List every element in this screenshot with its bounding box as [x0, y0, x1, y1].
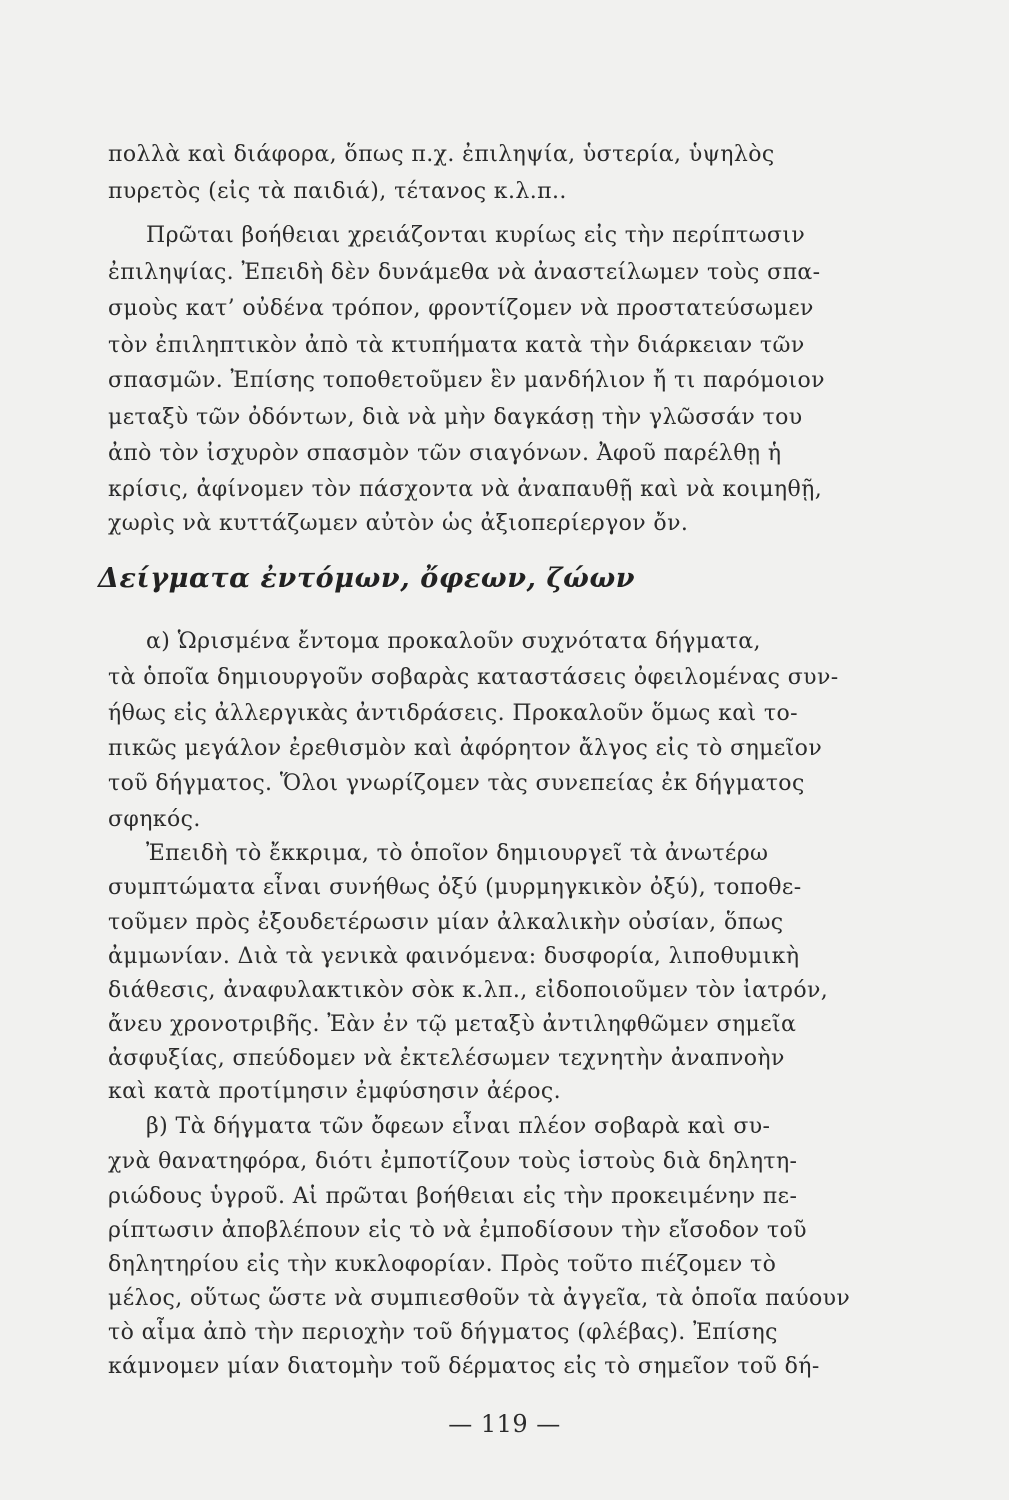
text-line: πικῶς μεγάλον ἐρεθισμὸν καὶ ἀφόρητον ἄλγος εἰς τὸ σημεῖον [108, 736, 823, 761]
text-line: ἀσφυξίας, σπεύδομεν νὰ ἐκτελέσωμεν τεχνητὴν ἀναπνοὴν [108, 1046, 785, 1071]
text-line: σμοὺς κατ’ οὐδένα τρόπον, φροντίζομεν νὰ προστατεύσωμεν [108, 296, 814, 321]
text-line: ἄνευ χρονοτριβῆς. Ἐὰν ἐν τῷ μεταξὺ ἀντιληφθῶμεν σημεῖα [108, 1012, 797, 1037]
text-line: τὰ ὁποῖα δημιουργοῦν σοβαρὰς καταστάσεις ὀφειλομένας συν- [108, 665, 839, 690]
text-line: τὸ αἷμα ἀπὸ τὴν περιοχὴν τοῦ δήγματος (φλέβας). Ἐπίσης [108, 1320, 778, 1345]
text-line: τὸν ἐπιληπτικὸν ἀπὸ τὰ κτυπήματα κατὰ τὴν διάρκειαν τῶν [108, 333, 805, 358]
text-line: ἀμμωνίαν. Διὰ τὰ γενικὰ φαινόμενα: δυσφορία, λιποθυμικὴ [108, 944, 800, 969]
text-line: ρίπτωσιν ἀποβλέπουν εἰς τὸ νὰ ἐμποδίσουν τὴν εἴσοδον τοῦ [108, 1218, 807, 1243]
text-line: πολλὰ καὶ διάφορα, ὅπως π.χ. ἐπιληψία, ὑστερία, ὑψηλὸς [108, 142, 775, 167]
text-line: ριώδους ὑγροῦ. Αἱ πρῶται βοήθειαι εἰς τὴν προκειμένην πε- [108, 1184, 798, 1209]
text-line: κρίσις, ἀφίνομεν τὸν πάσχοντα νὰ ἀναπαυθῇ καὶ νὰ κοιμηθῇ, [108, 477, 823, 502]
section-heading: Δείγματα ἐντόμων, ὄφεων, ζώων [98, 563, 636, 594]
text-line: α) Ὡρισμένα ἔντομα προκαλοῦν συχνότατα δήγματα, [146, 629, 761, 654]
text-line: χνὰ θανατηφόρα, διότι ἐμποτίζουν τοὺς ἱστοὺς διὰ δηλητη- [108, 1149, 798, 1174]
text-line: σφηκός. [108, 807, 201, 832]
text-line: χωρὶς νὰ κυττάζωμεν αὐτὸν ὡς ἀξιοπερίεργον ὄν. [108, 511, 689, 536]
text-line: ἀπὸ τὸν ἰσχυρὸν σπασμὸν τῶν σιαγόνων. Ἀφοῦ παρέλθῃ ἡ [108, 441, 782, 466]
text-line: καὶ κατὰ προτίμησιν ἐμφύσησιν ἀέρος. [108, 1079, 562, 1104]
text-line: τοῦμεν πρὸς ἐξουδετέρωσιν μίαν ἀλκαλικὴν οὐσίαν, ὅπως [108, 910, 784, 935]
text-line: Πρῶται βοήθειαι χρειάζονται κυρίως εἰς τὴν περίπτωσιν [146, 223, 806, 248]
text-line: ἐπιληψίας. Ἐπειδὴ δὲν δυνάμεθα νὰ ἀναστείλωμεν τοὺς σπα- [108, 260, 821, 285]
text-line: διάθεσις, ἀναφυλακτικὸν σὸκ κ.λπ., εἰδοποιοῦμεν τὸν ἰατρόν, [108, 978, 829, 1003]
text-line: κάμνομεν μίαν διατομὴν τοῦ δέρματος εἰς τὸ σημεῖον τοῦ δή- [108, 1354, 820, 1379]
text-line: σπασμῶν. Ἐπίσης τοποθετοῦμεν ἓν μανδήλιον ἤ τι παρόμοιον [108, 368, 825, 393]
text-line: μεταξὺ τῶν ὀδόντων, διὰ νὰ μὴν δαγκάσῃ τὴν γλῶσσάν του [108, 405, 803, 430]
text-line: ήθως εἰς ἀλλεργικὰς ἀντιδράσεις. Προκαλοῦν ὅμως καὶ το- [108, 701, 798, 726]
text-line: πυρετὸς (εἰς τὰ παιδιά), τέτανος κ.λ.π.. [108, 179, 567, 204]
text-line: συμπτώματα εἶναι συνήθως ὀξύ (μυρμηγκικὸν ὀξύ), τοποθε- [108, 875, 802, 900]
page-number: — 119 — [448, 1410, 561, 1438]
text-line: τοῦ δήγματος. Ὅλοι γνωρίζομεν τὰς συνεπείας ἐκ δήγματος [108, 771, 805, 796]
text-line: Ἐπειδὴ τὸ ἔκκριμα, τὸ ὁποῖον δημιουργεῖ τὰ ἀνωτέρω [146, 841, 769, 866]
text-line: δηλητηρίου εἰς τὴν κυκλοφορίαν. Πρὸς τοῦτο πιέζομεν τὸ [108, 1252, 777, 1277]
text-line: μέλος, οὕτως ὥστε νὰ συμπιεσθοῦν τὰ ἀγγεῖα, τὰ ὁποῖα παύουν [108, 1286, 851, 1311]
text-line: β) Τὰ δήγματα τῶν ὄφεων εἶναι πλέον σοβαρὰ καὶ συ- [146, 1114, 771, 1139]
